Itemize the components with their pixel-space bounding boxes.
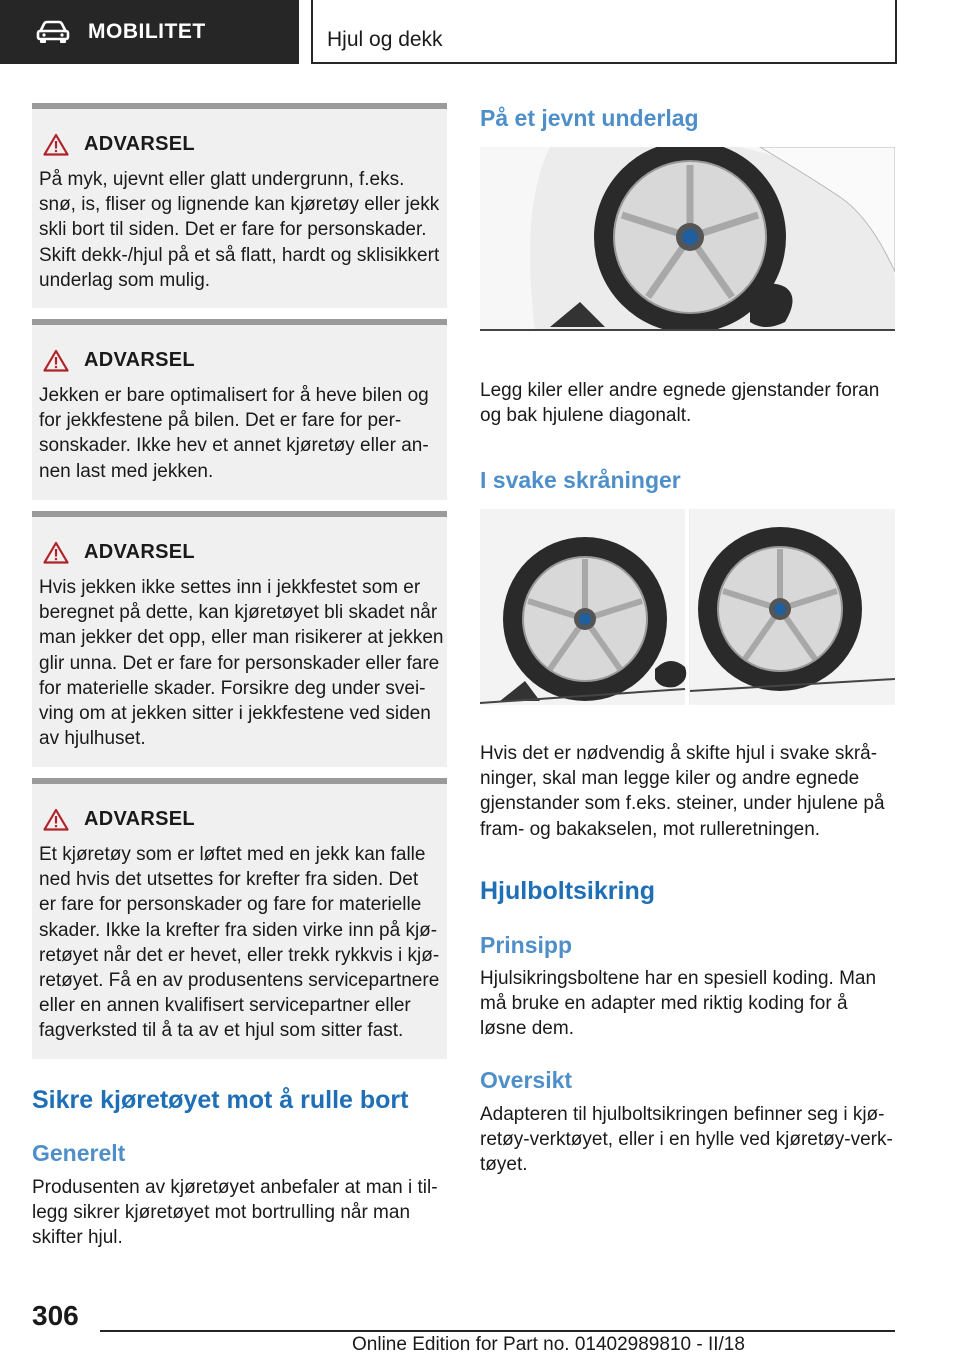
footer-divider	[100, 1330, 895, 1332]
paragraph: Adapteren til hjulboltsikringen befinner seg i kjø‐ retøy-verktøyet, eller i en hylle ved kjøretøy-verk‐ tøyet.	[480, 1104, 893, 1176]
warning-title: ADVARSEL	[84, 348, 195, 371]
warning-triangle-icon	[43, 541, 69, 564]
warning-text: Et kjøretøy som er løftet med en jekk kan falle ned hvis det utsettes for krefter fra siden. Det er fare for personskader og fare for materielle skader. Ikke la krefter fra siden virke inn på kjø‐ retøyet når det er hevet, eller trekk rykkvis i kjø‐ retøyet. Få en av produsentens servicepartnere eller en annen kvalifisert servicepartner eller fagverksted til å ta av et hjul som sitter fast.	[39, 844, 440, 1042]
warning-text: Jekken er bare optimalisert for å heve bilen og for jekkfestene på bilen. Det er fare for per‐ sonskader. Ikke hev et annet kjøretøy eller an‐ nen last med jekken.	[39, 385, 429, 482]
paragraph: Hjulsikringsboltene har en spesiell koding. Man må bruke en adapter med riktig koding for å løsne dem.	[480, 968, 877, 1040]
subsection-heading: Generelt	[32, 1140, 126, 1166]
chapter-box	[311, 0, 897, 64]
warning-title: ADVARSEL	[84, 540, 195, 563]
slope-illustration	[480, 509, 895, 705]
warning-text: Hvis jekken ikke settes inn i jekkfestet som er beregnet på dette, kan kjøretøyet bli skadet når man jekker det opp, eller man risikerer at jekken glir unna. Det er fare for personskader eller fare for materielle skader. Forsikre deg under svei‐ ving om at jekken sitter i jekkfestene ved siden av hjulhuset.	[39, 577, 444, 750]
warning-triangle-icon	[43, 349, 69, 372]
chapter-title: Hjul og dekk	[327, 28, 443, 51]
flat-ground-illustration	[480, 147, 895, 331]
warning-triangle-icon	[43, 133, 69, 156]
warning-title: ADVARSEL	[84, 132, 195, 155]
warning-box-2	[32, 319, 447, 500]
page-number: 306	[32, 1300, 79, 1331]
paragraph: Hvis det er nødvendig å skifte hjul i svake skrå‐ ninger, skal man legge kiler og andre egnede gjenstander som f.eks. steiner, under hjulene på fram- og bakakselen, mot rulleretningen.	[480, 743, 885, 840]
warning-box-3	[32, 511, 447, 767]
footer-edition: Online Edition for Part no. 01402989810 - II/18	[352, 1334, 745, 1355]
warning-box-4	[32, 778, 447, 1059]
warning-box-1	[32, 103, 447, 308]
warning-triangle-icon	[43, 808, 69, 831]
warning-title: ADVARSEL	[84, 807, 195, 830]
subsection-heading: På et jevnt underlag	[480, 105, 699, 131]
car-icon	[36, 20, 70, 44]
warning-text: På myk, ujevnt eller glatt undergrunn, f.eks. snø, is, fliser og lignende kan kjøretøy eller jekk skli bort til siden. Det er fare for personskader. Skift dekk-/hjul på et så flatt, hardt og sklisikkert underlag som mulig.	[39, 169, 440, 291]
section-heading: Sikre kjøretøyet mot å rulle bort	[32, 1086, 409, 1114]
section-label: MOBILITET	[88, 20, 206, 43]
section-tab	[0, 0, 299, 64]
paragraph: Produsenten av kjøretøyet anbefaler at man i til‐ legg sikrer kjøretøyet mot bortrulling når man skifter hjul.	[32, 1177, 438, 1249]
subsection-heading: Prinsipp	[480, 932, 573, 958]
subsection-heading: Oversikt	[480, 1067, 573, 1093]
subsection-heading: I svake skråninger	[480, 467, 681, 493]
paragraph: Legg kiler eller andre egnede gjenstander foran og bak hjulene diagonalt.	[480, 380, 880, 427]
section-heading: Hjulboltsikring	[480, 877, 655, 905]
